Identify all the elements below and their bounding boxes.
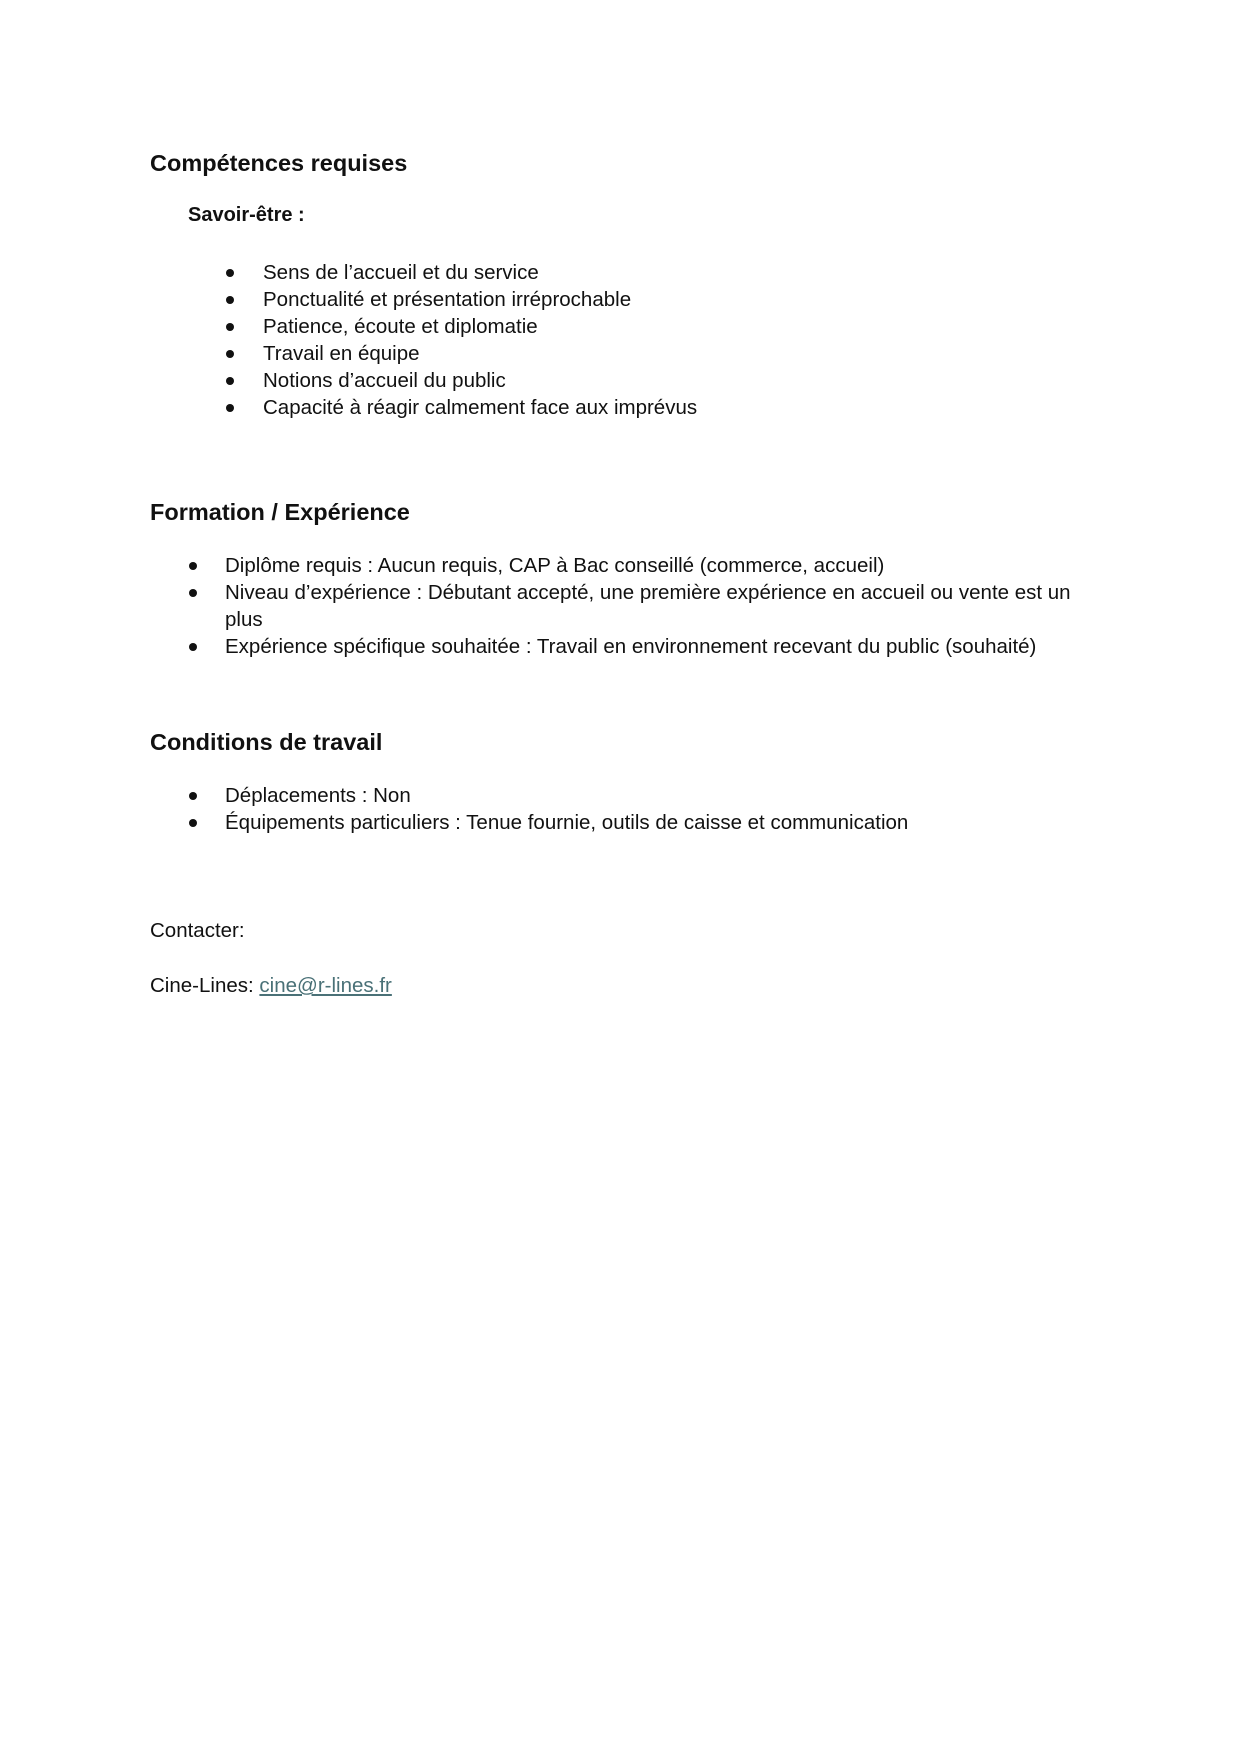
section-formation [150, 497, 1100, 660]
bullet-icon [226, 404, 234, 412]
conditions-list [150, 782, 1090, 836]
list-item: Ponctualité et présentation irréprochable [150, 286, 1100, 313]
section-title-conditions: Conditions de travail [150, 729, 383, 755]
list-item: Travail en équipe [150, 340, 1100, 367]
list-item: Expérience spécifique souhaitée : Travail en environnement recevant du public (souhaité) [150, 633, 1090, 660]
bullet-icon [189, 589, 197, 597]
bullet-icon [226, 350, 234, 358]
contact-line [150, 972, 1100, 999]
list-item: Équipements particuliers : Tenue fournie, outils de caisse et communication [150, 809, 1090, 836]
list-item: Patience, écoute et diplomatie [150, 313, 1100, 340]
bullet-icon [189, 819, 197, 827]
section-title-formation: Formation / Expérience [150, 499, 410, 525]
contact-label: Contacter: [150, 919, 245, 942]
bullet-icon [189, 562, 197, 570]
section-conditions [150, 727, 1100, 836]
bullet-icon [226, 296, 234, 304]
list-item: Capacité à réagir calmement face aux imprévus [150, 394, 1100, 421]
bullet-icon [226, 269, 234, 277]
list-item: Sens de l’accueil et du service [150, 259, 1100, 286]
section-competences [150, 148, 1100, 421]
bullet-icon [226, 377, 234, 385]
contact-section [150, 917, 1100, 999]
formation-list [150, 552, 1090, 660]
list-item: Niveau d’expérience : Débutant accepté, une première expérience en accueil ou vente est un plus [150, 579, 1090, 633]
section-title-competences: Compétences requises [150, 150, 408, 176]
bullet-icon [189, 792, 197, 800]
company-name: Cine-Lines: [150, 974, 254, 997]
subtitle-savoir-etre: Savoir-être : [188, 204, 305, 226]
list-item: Déplacements : Non [150, 782, 1090, 809]
competences-list [150, 259, 1100, 421]
list-item: Diplôme requis : Aucun requis, CAP à Bac conseillé (commerce, accueil) [150, 552, 1090, 579]
list-item: Notions d’accueil du public [150, 367, 1100, 394]
bullet-icon [189, 643, 197, 651]
email-link[interactable]: cine@r-lines.fr [259, 974, 392, 997]
bullet-icon [226, 323, 234, 331]
